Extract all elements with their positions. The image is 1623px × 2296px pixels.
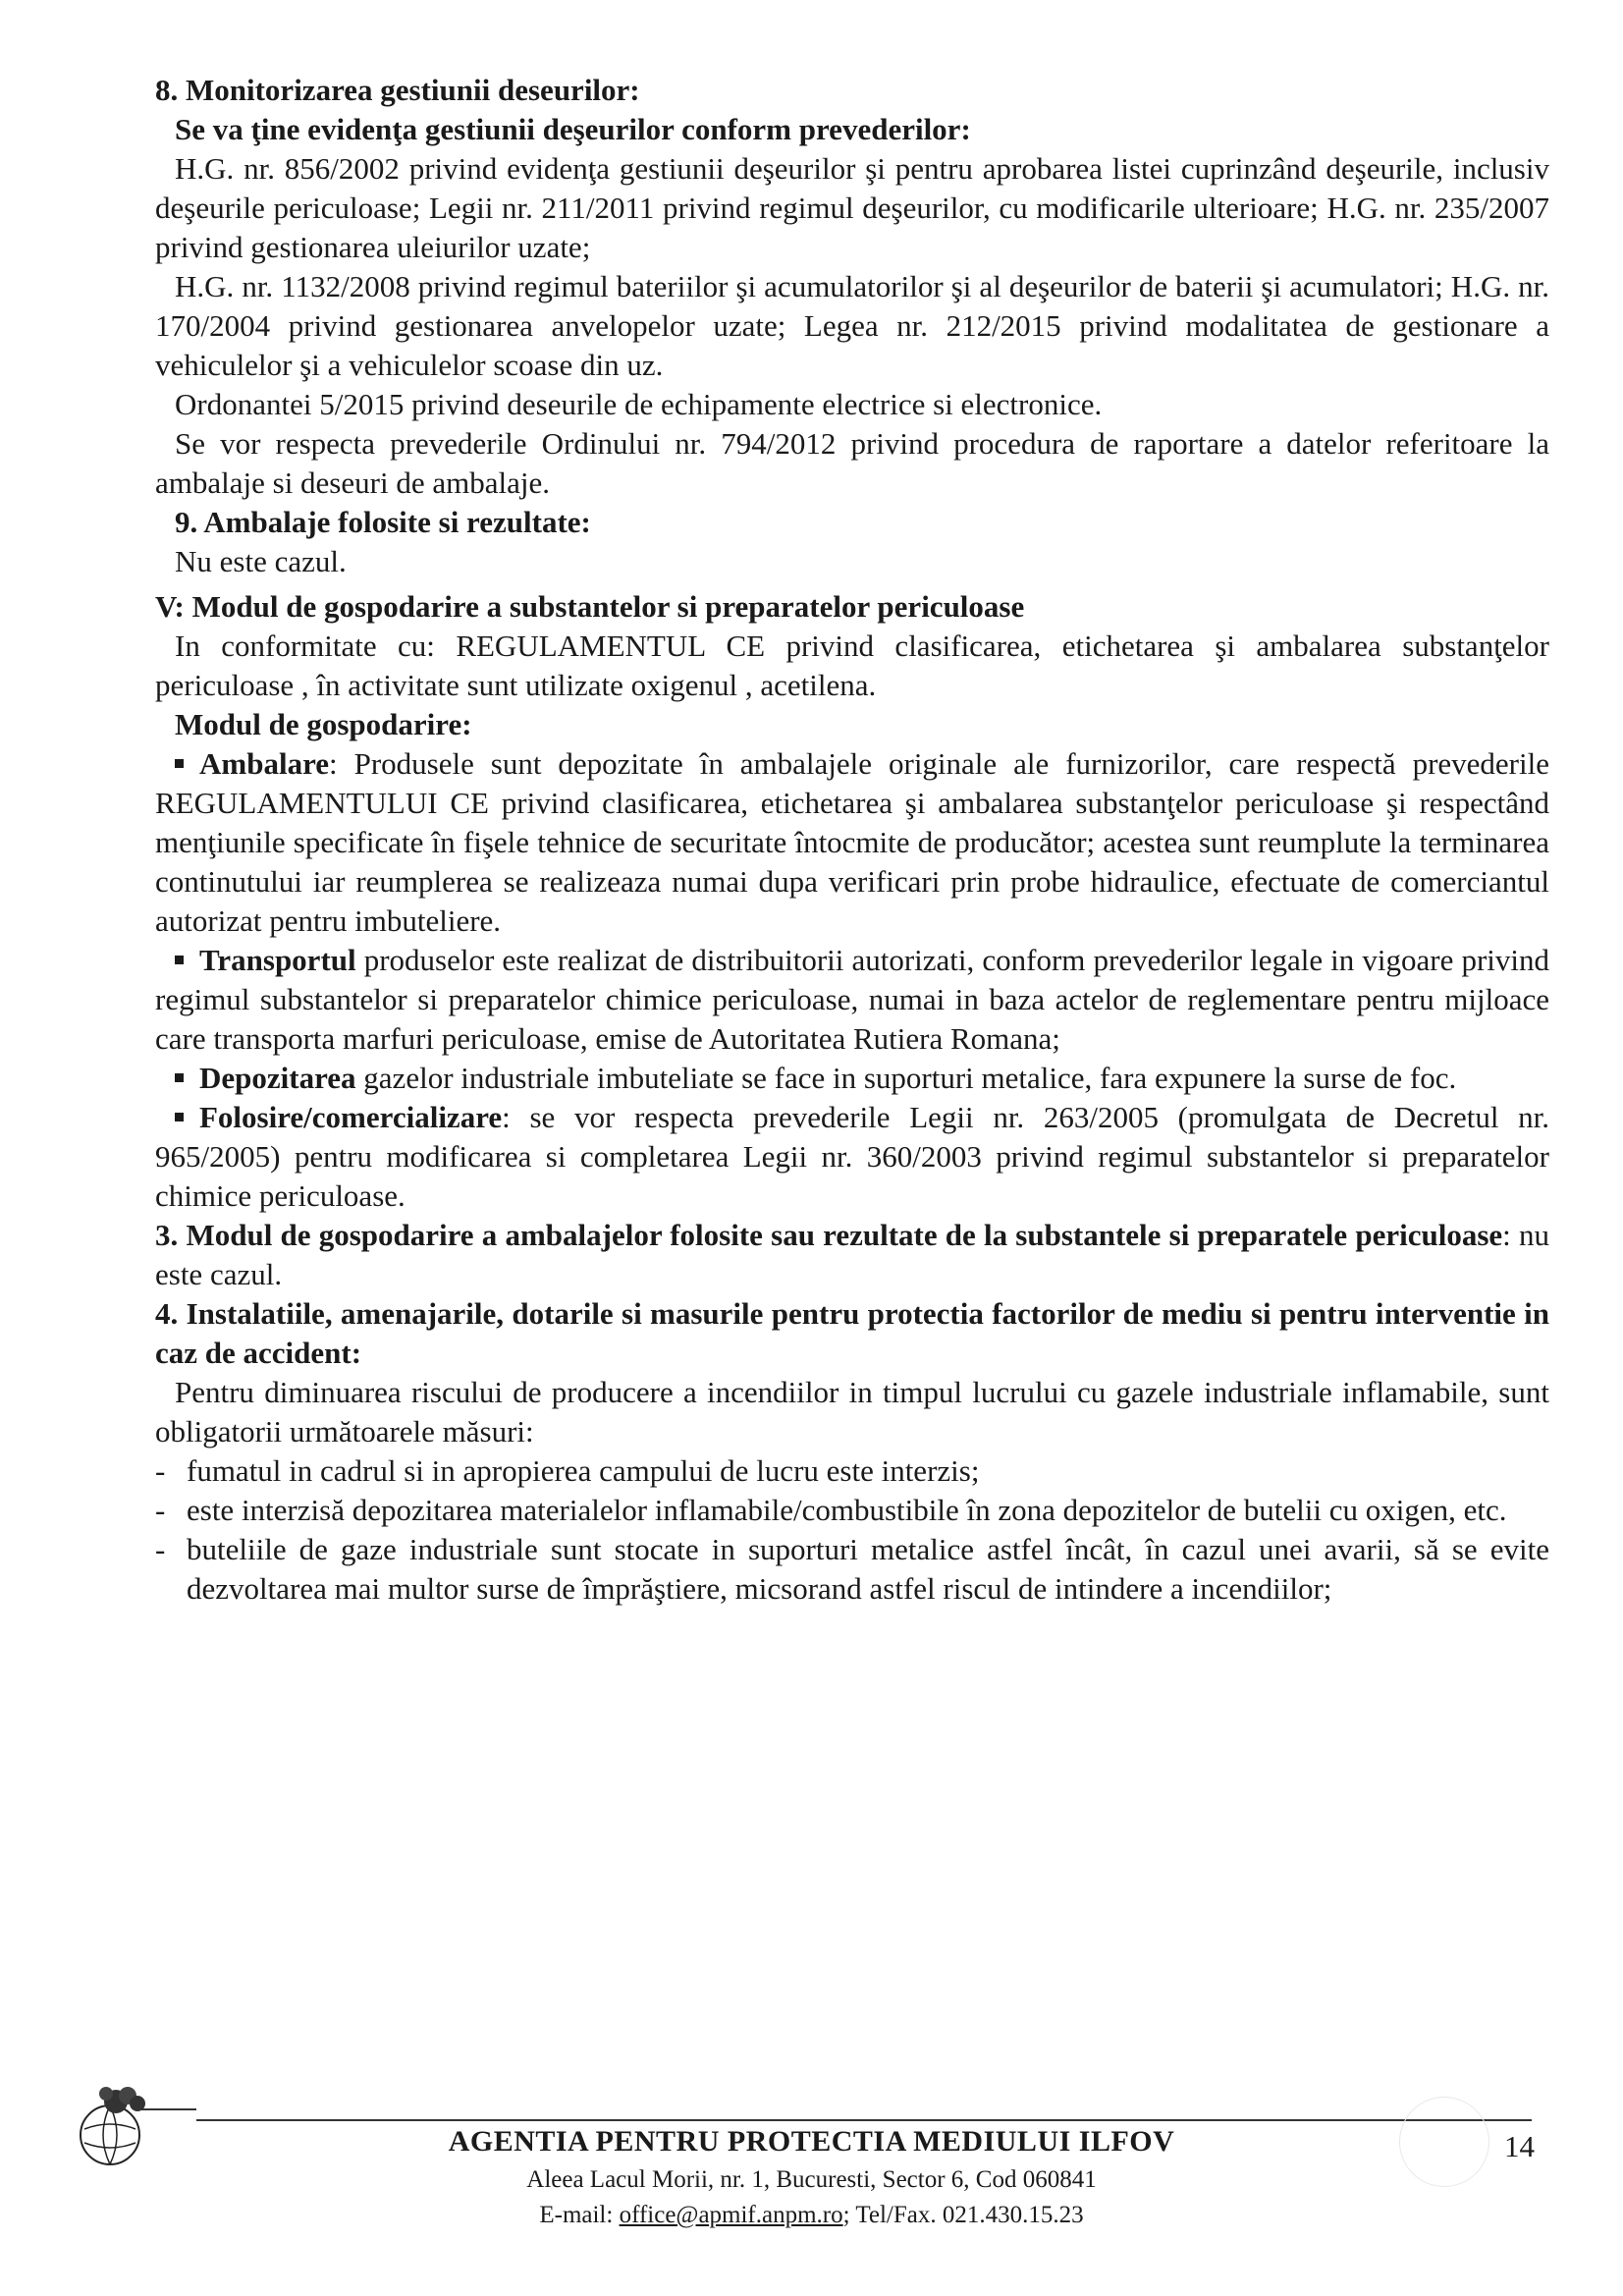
measure-text: buteliile de gaze industriale sunt stocate in suporturi metalice astfel încât, în cazul unei avarii, să se evite dezvoltarea mai multor surse de împrăştiere, micsorand astfel riscul de intindere a incendiilor; (187, 1532, 1549, 1606)
section-8-paragraph-2: H.G. nr. 1132/2008 privind regimul bateriilor şi acumulatorilor şi al deşeurilor de baterii şi acumulatori; H.G. nr. 170/2004 privind gestionarea anvelopelor uzate; Legea nr. 212/2015 privind modalitatea de gestionare a vehiculelor şi a vehiculelor scoase din uz. (155, 269, 1549, 382)
section-9-heading: 9. Ambalaje folosite si rezultate: (175, 505, 591, 539)
section-8-paragraph-4: Se vor respecta prevederile Ordinului nr. 794/2012 privind procedura de raportare a datelor referitoare la ambalaje si deseuri de ambalaje. (155, 426, 1549, 500)
email-label: E-mail: (539, 2202, 620, 2228)
bullet-text: se vor respecta prevederile Legii nr. 263/2005 (promulgata de Decretul nr. 965/2005) pentru modificarea si completarea Legii nr. 360/2003 privind regimul substantelor si preparatelor chimice periculoase. (155, 1100, 1549, 1213)
page-number: 14 (1504, 2129, 1535, 2163)
bullet-folosire (155, 1098, 1549, 1216)
measure-list-item (155, 1530, 1549, 1609)
section-v-heading: V: Modul de gospodarire a substantelor si preparatelor periculoase (155, 589, 1025, 624)
section-8-paragraph-3: Ordonantei 5/2015 privind deseurile de echipamente electrice si electronice. (175, 387, 1103, 421)
bullet-separator (356, 943, 364, 977)
section-v-subheading: Modul de gospodarire: (175, 707, 472, 741)
faint-stamp-mark (1399, 2097, 1489, 2187)
page-body (155, 71, 1549, 1609)
bullet-ambalare (155, 744, 1549, 941)
item-3-text: : nu este cazul. (155, 1218, 1549, 1291)
dash-marker: - (155, 1532, 166, 1566)
bullet-term: Depozitarea (199, 1061, 356, 1095)
bullet-term: Ambalare (199, 746, 330, 781)
page-footer (0, 2072, 1623, 2269)
agency-contact (0, 2202, 1623, 2229)
bullet-transportul (155, 941, 1549, 1059)
agency-name: AGENTIA PENTRU PROTECTIA MEDIULUI ILFOV (448, 2125, 1175, 2158)
section-8-subheading: Se va ţine evidenţa gestiunii deşeurilor conform prevederilor: (175, 112, 971, 146)
dash-marker: - (155, 1453, 166, 1488)
bullet-depozitarea (155, 1059, 1549, 1098)
agency-address: Aleea Lacul Morii, nr. 1, Bucuresti, Sector 6, Cod 060841 (526, 2166, 1097, 2193)
dash-marker: - (155, 1493, 166, 1527)
section-8-heading: 8. Monitorizarea gestiunii deseurilor: (155, 73, 640, 107)
bullet-text: produselor este realizat de distribuitorii autorizati, conform prevederilor legale in vigoare privind regimul substantelor si preparatelor chimice periculoase, numai in baza actelor de reglementare pentru mijloace care transporta marfuri periculoase, emise de Autoritatea Rutiera Romana; (155, 943, 1550, 1056)
bullet-square-icon (175, 1113, 184, 1121)
section-9-text: Nu este cazul. (175, 544, 347, 578)
item-3-paragraph (155, 1216, 1549, 1294)
bullet-separator: : (329, 746, 354, 781)
section-v-intro: In conformitate cu: REGULAMENTUL CE privind clasificarea, etichetarea şi ambalarea substanţelor periculoase , în activitate sunt utilizate oxigenul , acetilena. (155, 629, 1549, 702)
item-3-heading: 3. Modul de gospodarire a ambalajelor folosite sau rezultate de la substantele si preparatele periculoase (155, 1218, 1503, 1252)
item-4-heading: 4. Instalatiile, amenajarile, dotarile si masurile pentru protectia factorilor de mediu si pentru interventie in caz de accident: (155, 1296, 1549, 1370)
measure-list-item (155, 1451, 1549, 1491)
bullet-square-icon (175, 759, 184, 768)
bullet-text: gazelor industriale imbuteliate se face in suporturi metalice, fara expunere la surse de foc. (363, 1061, 1457, 1095)
measure-text: fumatul in cadrul si in apropierea campului de lucru este interzis; (187, 1453, 980, 1488)
bullet-square-icon (175, 956, 184, 964)
bullet-separator: : (502, 1100, 530, 1134)
measure-text: este interzisă depozitarea materialelor inflamabile/combustibile în zona depozitelor de butelii cu oxigen, etc. (187, 1493, 1507, 1527)
bullet-square-icon (175, 1073, 184, 1082)
item-4-intro: Pentru diminuarea riscului de producere a incendiilor in timpul lucrului cu gazele industriale inflamabile, sunt obligatorii următoarele măsuri: (155, 1375, 1549, 1449)
bullet-text: Produsele sunt depozitate în ambalajele originale ale furnizorilor, care respectă prevederile REGULAMENTULUI CE privind clasificarea, etichetarea şi ambalarea substanţelor periculoase şi respectând menţiunile specificate în fişele tehnice de securitate întocmite de producător; acestea sunt reumplute la terminarea continutului iar reumplerea se realizeaza numai dupa verificari prin probe hidraulice, efectuate de comerciantul autorizat pentru imbuteliere. (155, 746, 1549, 938)
phone-text: ; Tel/Fax. 021.430.15.23 (842, 2202, 1084, 2228)
email-link[interactable]: office@apmif.anpm.ro (619, 2202, 843, 2228)
measure-list-item (155, 1491, 1549, 1530)
section-8-paragraph-1: H.G. nr. 856/2002 privind evidenţa gestiunii deşeurilor şi pentru aprobarea listei cuprinzând deşeurile, inclusiv deşeurile periculoase; Legii nr. 211/2011 privind regimul deşeurilor, cu modificarile ulterioare; H.G. nr. 235/2007 privind gestionarea uleiurilor uzate; (155, 151, 1549, 264)
bullet-term: Folosire/comercializare (199, 1100, 503, 1134)
footer-rule (196, 2119, 1532, 2121)
bullet-term: Transportul (199, 943, 356, 977)
